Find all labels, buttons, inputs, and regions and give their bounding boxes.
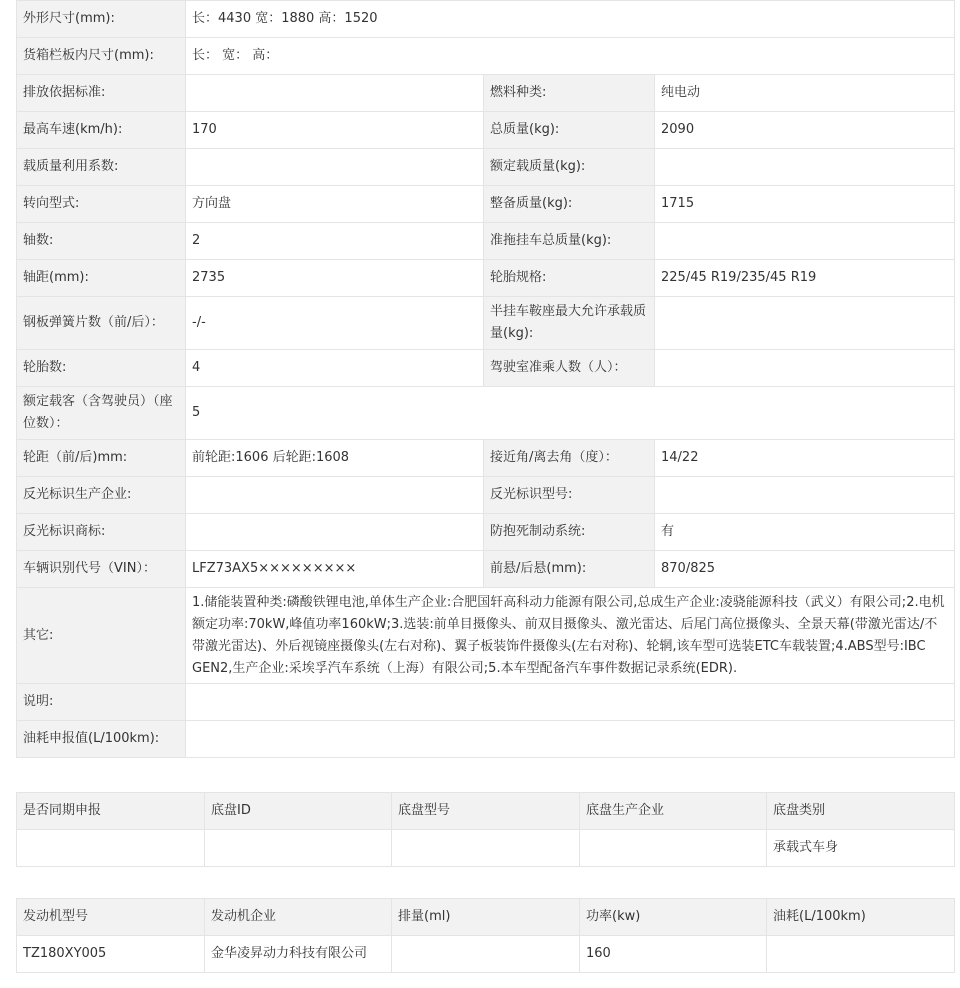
- engine-cell-consumption: [767, 936, 955, 973]
- engine-header-consumption: 油耗(L/100km): [767, 899, 955, 936]
- chassis-cell-type: 承载式车身: [767, 830, 955, 867]
- chassis-cell-maker: [580, 830, 767, 867]
- angles-label: 接近角/离去角（度）：: [484, 440, 655, 477]
- fuel-consumption-label: 油耗申报值(L/100km):: [17, 721, 186, 758]
- reflector-brand-value: [186, 514, 484, 551]
- cab-seats-value: [655, 350, 955, 387]
- load-factor-label: 载质量利用系数:: [17, 149, 186, 186]
- note-label: 说明:: [17, 684, 186, 721]
- leaf-spring-label: 钢板弹簧片数（前/后）：: [17, 297, 186, 350]
- chassis-header-same-period: 是否同期申报: [17, 793, 205, 830]
- reflector-model-value: [655, 477, 955, 514]
- emission-label: 排放依据标准:: [17, 75, 186, 112]
- speed-label: 最高车速(km/h):: [17, 112, 186, 149]
- saddle-load-label: 半挂车鞍座最大允许承载质量(kg):: [484, 297, 655, 350]
- leaf-spring-value: -/-: [186, 297, 484, 350]
- engine-header-power: 功率(kw): [580, 899, 767, 936]
- fuel-consumption-value: [186, 721, 955, 758]
- wheelbase-label: 轴距(mm):: [17, 260, 186, 297]
- track-label: 轮距（前/后)mm:: [17, 440, 186, 477]
- reflector-brand-label: 反光标识商标:: [17, 514, 186, 551]
- engine-cell-model: TZ180XY005: [17, 936, 205, 973]
- overhang-label: 前悬/后悬(mm):: [484, 551, 655, 588]
- tire-spec-label: 轮胎规格:: [484, 260, 655, 297]
- chassis-cell-same-period: [17, 830, 205, 867]
- other-label: 其它:: [17, 588, 186, 684]
- angles-value: 14/22: [655, 440, 955, 477]
- chassis-header-type: 底盘类别: [767, 793, 955, 830]
- dims-label: 外形尺寸(mm):: [17, 1, 186, 38]
- reflector-model-label: 反光标识型号:: [484, 477, 655, 514]
- engine-header-model: 发动机型号: [17, 899, 205, 936]
- speed-value: 170: [186, 112, 484, 149]
- steering-value: 方向盘: [186, 186, 484, 223]
- vin-value: LFZ73AX5×××××××××: [186, 551, 484, 588]
- dims-value: 长：4430 宽：1880 高：1520: [186, 1, 955, 38]
- tires-label: 轮胎数:: [17, 350, 186, 387]
- tires-value: 4: [186, 350, 484, 387]
- total-mass-label: 总质量(kg):: [484, 112, 655, 149]
- vehicle-params-table: [16, 0, 955, 758]
- load-factor-value: [186, 149, 484, 186]
- saddle-load-value: [655, 297, 955, 350]
- trailer-mass-value: [655, 223, 955, 260]
- rated-load-value: [655, 149, 955, 186]
- reflector-maker-label: 反光标识生产企业:: [17, 477, 186, 514]
- steering-label: 转向型式:: [17, 186, 186, 223]
- curb-mass-label: 整备质量(kg):: [484, 186, 655, 223]
- axles-value: 2: [186, 223, 484, 260]
- passengers-label: 额定载客（含驾驶员）（座位数）：: [17, 387, 186, 440]
- engine-header-maker: 发动机企业: [205, 899, 392, 936]
- track-value: 前轮距:1606 后轮距:1608: [186, 440, 484, 477]
- fuel-label: 燃料种类:: [484, 75, 655, 112]
- vin-label: 车辆识别代号（VIN）：: [17, 551, 186, 588]
- abs-label: 防抱死制动系统:: [484, 514, 655, 551]
- engine-cell-power: 160: [580, 936, 767, 973]
- curb-mass-value: 1715: [655, 186, 955, 223]
- passengers-value: 5: [186, 387, 955, 440]
- chassis-header-id: 底盘ID: [205, 793, 392, 830]
- chassis-cell-id: [205, 830, 392, 867]
- chassis-table: [16, 792, 955, 867]
- engine-header-displacement: 排量(ml): [392, 899, 580, 936]
- cargo-value: 长： 宽： 高：: [186, 38, 955, 75]
- cargo-label: 货箱栏板内尺寸(mm):: [17, 38, 186, 75]
- axles-label: 轴数:: [17, 223, 186, 260]
- other-value: 1.储能装置种类:磷酸铁锂电池,单体生产企业:合肥国轩高科动力能源有限公司,总成生产企业:凌骁能源科技（武义）有限公司;2.电机额定功率:70kW,峰值功率160kW;3.选装:前单目摄像头、前双目摄像头、激光雷达、后尾门高位摄像头、全景天幕(带激光雷达/不带激光雷达)、外后视镜座摄像头(左右对称)、翼子板装饰件摄像头(左右对称)、轮辋,该车型可选装ETC车载装置;4.ABS型号:IBC GEN2,生产企业:采埃孚汽车系统（上海）有限公司;5.本车型配备汽车事件数据记录系统(EDR).: [186, 588, 955, 684]
- fuel-value: 纯电动: [655, 75, 955, 112]
- engine-cell-displacement: [392, 936, 580, 973]
- emission-value: [186, 75, 484, 112]
- reflector-maker-value: [186, 477, 484, 514]
- total-mass-value: 2090: [655, 112, 955, 149]
- trailer-mass-label: 准拖挂车总质量(kg):: [484, 223, 655, 260]
- chassis-cell-model: [392, 830, 580, 867]
- cab-seats-label: 驾驶室准乘人数（人）：: [484, 350, 655, 387]
- chassis-header-model: 底盘型号: [392, 793, 580, 830]
- engine-table: [16, 898, 955, 973]
- tire-spec-value: 225/45 R19/235/45 R19: [655, 260, 955, 297]
- abs-value: 有: [655, 514, 955, 551]
- wheelbase-value: 2735: [186, 260, 484, 297]
- chassis-header-maker: 底盘生产企业: [580, 793, 767, 830]
- overhang-value: 870/825: [655, 551, 955, 588]
- rated-load-label: 额定载质量(kg):: [484, 149, 655, 186]
- engine-cell-maker: 金华凌昇动力科技有限公司: [205, 936, 392, 973]
- note-value: [186, 684, 955, 721]
